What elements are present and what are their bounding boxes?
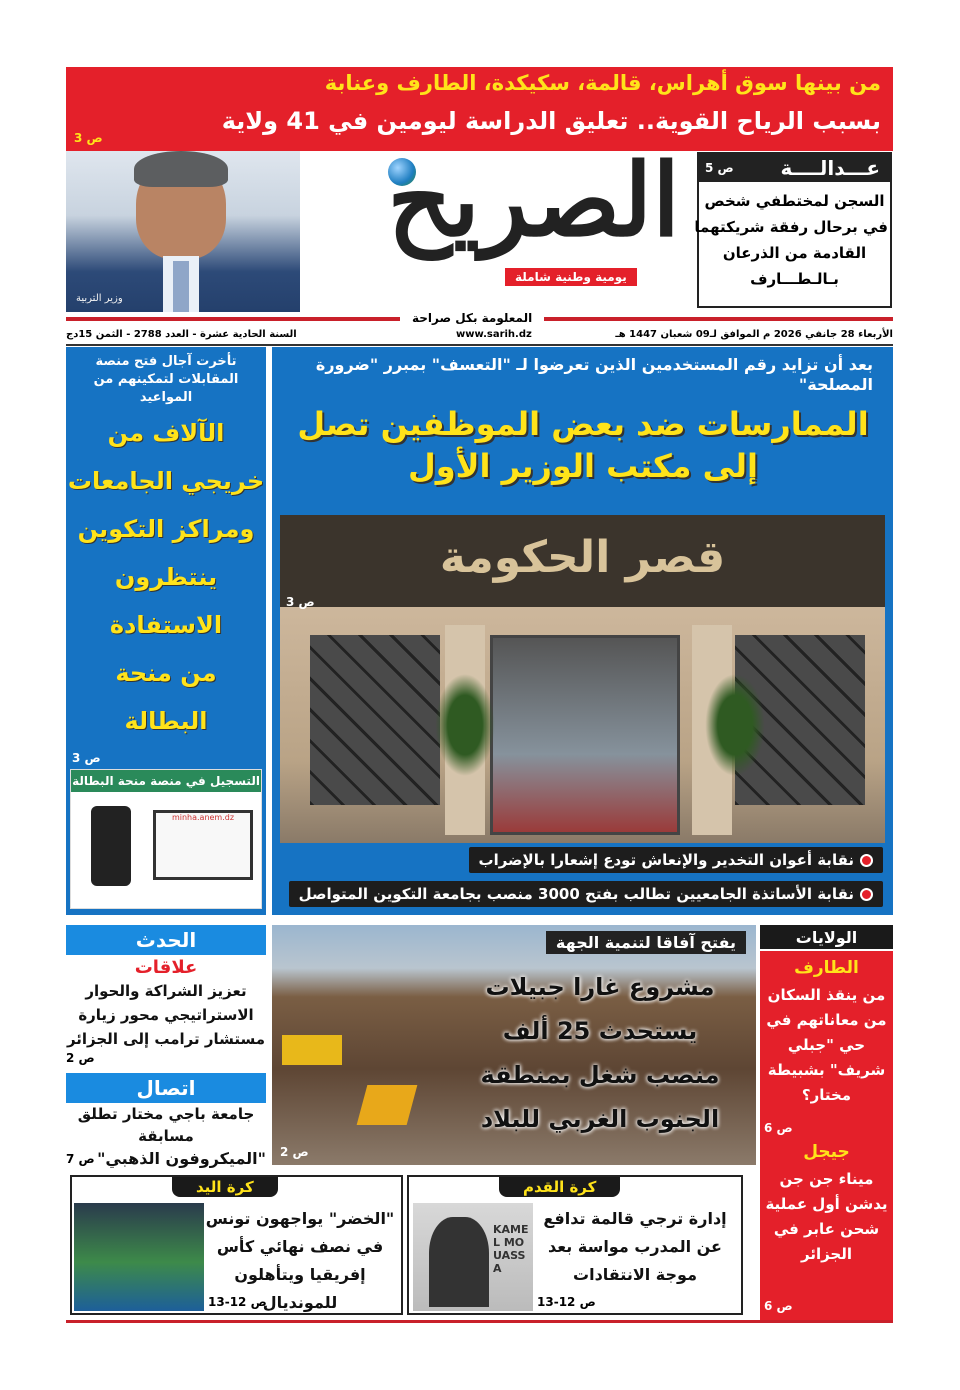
line: الجنوب الغربي للبلاد [480, 1105, 720, 1133]
excavator-icon [357, 1085, 418, 1125]
handball-title: كرة اليد [172, 1177, 278, 1197]
truck-icon [282, 1035, 342, 1065]
line: ومراكز التكوين [77, 515, 255, 543]
state-label: جيجل [803, 1142, 850, 1162]
line: مشروع غارا جبيلات [485, 973, 715, 1001]
main-headline: الممارسات ضد بعض الموظفين تصل إلى مكتب الوزير الأول [297, 405, 869, 485]
mid-headline [450, 965, 750, 1141]
bullet-text: نقابة أعوان التخدير والإنعاش تودع إشعارا بالإضراب [478, 851, 854, 869]
palace-sign: قصر الحكومة [439, 532, 726, 583]
justice-box[interactable] [694, 152, 892, 308]
tie [173, 261, 189, 312]
coach-figure [429, 1217, 489, 1307]
divider [66, 344, 893, 346]
bullet-item [289, 881, 883, 907]
page-ref: ص 3 [74, 131, 103, 145]
mid-kicker: يفتح آفاقا لتنمية الجهة [546, 931, 746, 954]
states-title: الولايات [760, 925, 893, 951]
photo-caption: وزير التربية [76, 293, 123, 304]
line: في برحال رفقة شريكتهما [694, 218, 888, 236]
football-headline: إدارة ترجي قالمة تدافع عن المدرب مواسة بعد موجة الانتقادات [543, 1209, 727, 1284]
state-headline: ميناء جن جن يدشن أول عملية شحن عابر في الجزائر [765, 1170, 888, 1263]
main-story[interactable] [272, 347, 893, 915]
comm-headline: جامعة باجي مختار تطلق مسابقة [77, 1105, 255, 1145]
date: الأربعاء 28 جانفي 2026 م الموافق لـ09 شعبان 1447 هـ [615, 329, 893, 340]
event-section[interactable] [66, 925, 266, 1065]
page-ref: ص 6 [764, 1121, 793, 1135]
top-kicker: من بينها سوق أهراس، قالمة، سكيكدة، الطارف وعنابة [324, 71, 881, 95]
phone-icon [91, 806, 131, 886]
event-label: علاقات [134, 957, 198, 978]
comm-section[interactable] [66, 1073, 266, 1171]
issue-info: السنة الحادية عشرة - العدد 2788 - الثمن 15دج [66, 329, 297, 340]
logo-text: الصريح [387, 141, 680, 259]
palm-plant [700, 665, 770, 785]
line: يستحدث 25 ألف [502, 1017, 698, 1045]
line: من منحة [115, 659, 217, 687]
masthead-logo [300, 141, 690, 300]
line: البطالة [124, 707, 208, 735]
government-palace-photo [280, 515, 885, 843]
line: خريجي الجامعات [67, 467, 265, 495]
minister-photo [66, 151, 300, 312]
top-headline: بسبب الرياح القوية.. تعليق الدراسة ليومين في 41 ولاية [221, 107, 881, 135]
website-link[interactable]: www.sarih.dz [456, 329, 532, 340]
page-ref: ص 7 [66, 1152, 95, 1166]
bullet-icon [860, 888, 873, 901]
justice-headline [694, 188, 888, 292]
team-photo [74, 1203, 204, 1311]
state-label: الطارف [794, 958, 859, 978]
motto: المعلومة بكل صراحة [400, 311, 544, 326]
event-title: الحدث [66, 925, 266, 955]
page-ref: ص 2 [280, 1145, 309, 1159]
comm-title: اتصال [66, 1073, 266, 1103]
main-subheadline: بعد أن تزايد رقم المستخدمين الذين تعرضوا لـ "التعسف" بمبرر "ضرورة المصلحة" [315, 355, 873, 394]
dateline [66, 328, 893, 342]
palm-plant [430, 665, 500, 785]
line: الآلاف من [107, 419, 225, 447]
hair [134, 151, 228, 187]
line: السجن لمختطفي شخص [704, 192, 885, 210]
top-banner [66, 67, 893, 151]
state-headline: من ينقذ السكان من معاناتهم في حي "جبلي شريف" بشبيطة مختار؟ [766, 986, 887, 1104]
football-title: كرة القدم [499, 1177, 620, 1197]
page-ref: ص 3 [72, 751, 101, 765]
comm-quote: "الميكروفون الذهبي" [97, 1149, 266, 1168]
page-ref: ص 2 [66, 1051, 95, 1065]
bottom-divider [66, 1320, 893, 1323]
line: ينتظرون [114, 563, 218, 591]
left-story[interactable] [66, 347, 266, 915]
tagline: يومية وطنية شاملة [505, 268, 637, 286]
comm-quote-row [66, 1147, 266, 1171]
line: الاستفادة [109, 611, 223, 639]
left-subheadline: تأخرت آجال فتح منصة المقابلات لتمكينهم من المواعيد [93, 354, 239, 405]
page-ref: ص 3 [286, 595, 315, 609]
registration-ad [70, 769, 262, 909]
states-section[interactable] [760, 925, 893, 1320]
ad-url: minha.anem.dz [171, 813, 235, 822]
coach-name: KAMEL MOUASSA [493, 1223, 529, 1275]
window [310, 635, 440, 805]
line: بـالـطـــارف [750, 270, 839, 288]
page-ref: ص 12-13 [208, 1295, 267, 1309]
bullet-icon [860, 854, 873, 867]
page-ref: ص 5 [705, 161, 734, 175]
football-story[interactable] [407, 1175, 743, 1315]
line: القادمة من الذرعان [722, 244, 867, 262]
ad-title: التسجيل في منصة منحة البطالة [71, 770, 261, 792]
event-headline: تعزيز الشراكة والحوار الاستراتيجي محور زيارة مستشار ترامب إلى الجزائر [66, 982, 266, 1048]
page-ref: ص 12-13 [537, 1295, 596, 1309]
handball-headline: "الخضر" يواجهون تونس في نصف نهائي كأس إفريقيا ويتأهلون للمونديال [205, 1209, 395, 1312]
bullet-item [469, 847, 883, 873]
handball-story[interactable] [70, 1175, 403, 1315]
coach-photo [413, 1203, 533, 1311]
entrance [490, 635, 680, 835]
page-ref: ص 6 [764, 1299, 793, 1313]
mine-project-story[interactable] [272, 925, 756, 1165]
left-headline [66, 409, 266, 745]
justice-title: عـــدالــــة [699, 154, 890, 182]
line: منصب شغل بمنطقة [480, 1061, 720, 1089]
bullet-text: نقابة الأساتذة الجامعيين تطالب بفتح 3000 منصب بجامعة التكوين المتواصل [298, 885, 854, 903]
laptop-screen [153, 810, 253, 880]
